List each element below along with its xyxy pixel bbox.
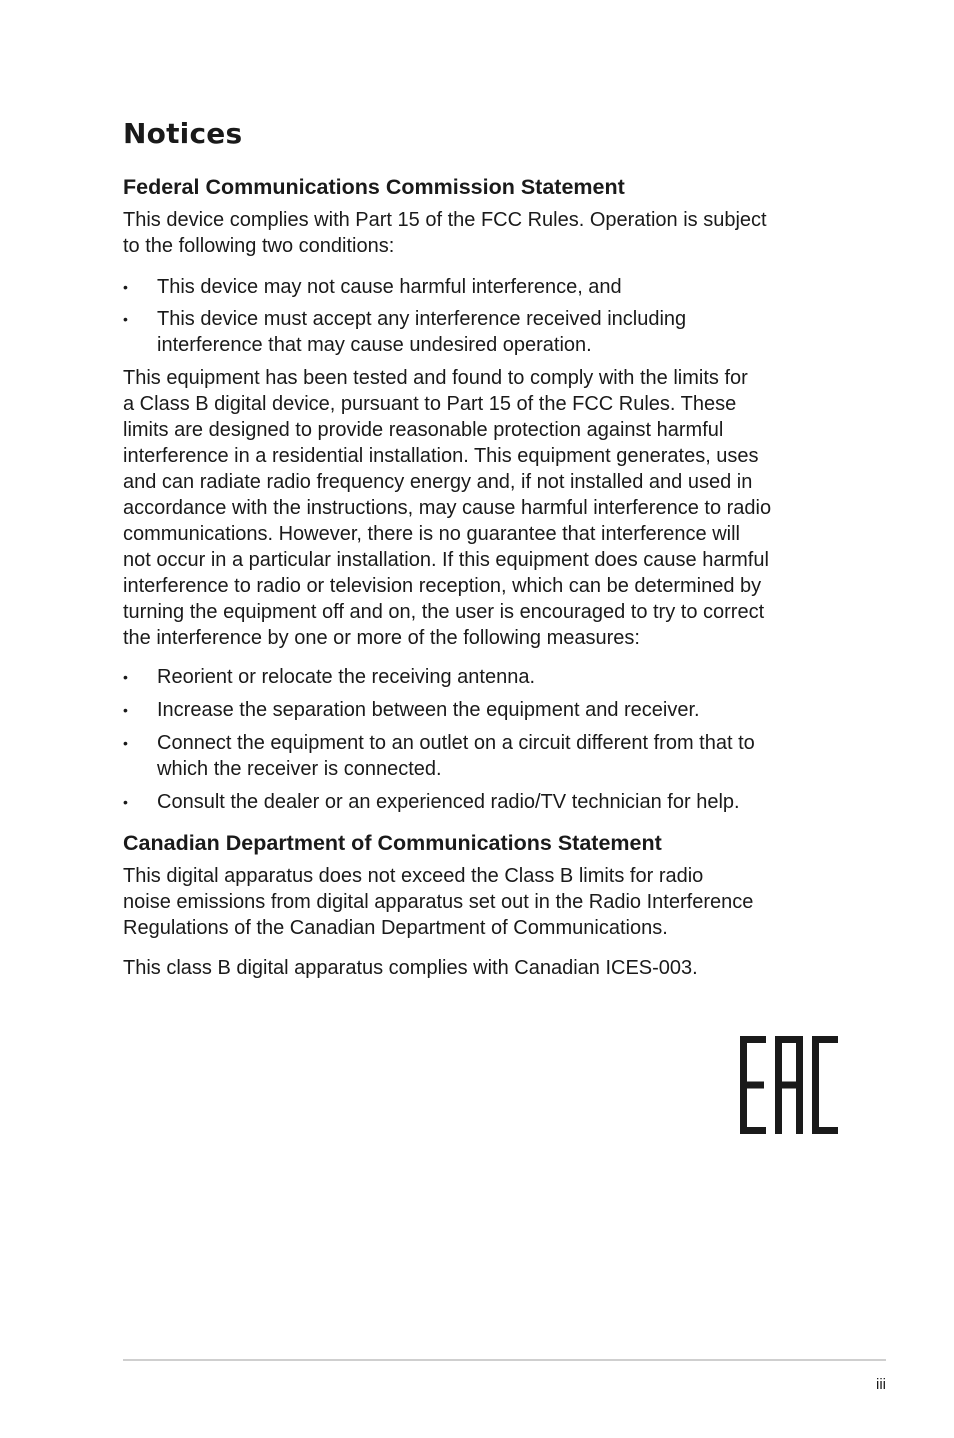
fcc-body-line: This equipment has been tested and found to comply with the limits for — [123, 367, 748, 389]
fcc-measures-item-3 — [123, 730, 833, 782]
footer-divider — [123, 1359, 886, 1361]
list-item-text: Connect the equipment to an outlet on a circuit different from that to — [157, 732, 755, 754]
canada-para2-line: This class B digital apparatus complies with Canadian ICES-003. — [123, 957, 698, 979]
page-title: Notices — [123, 117, 243, 150]
eac-c-bottom — [812, 1127, 838, 1134]
fcc-measures-list — [123, 664, 833, 690]
list-item — [123, 697, 833, 723]
fcc-body-line: a Class B digital device, pursuant to Part 15 of the FCC Rules. These — [123, 393, 737, 415]
fcc-measures-list — [123, 697, 833, 723]
canada-para1-line: noise emissions from digital apparatus set out in the Radio Interference — [123, 891, 754, 913]
eac-e-bottom — [740, 1127, 766, 1134]
list-item-text: Consult the dealer or an experienced radio/TV technician for help. — [157, 791, 740, 813]
list-item-text: Increase the separation between the equipment and receiver. — [157, 699, 700, 721]
fcc-measures-item-4 — [123, 789, 833, 815]
eac-mark-glyphs — [740, 1036, 838, 1134]
fcc-heading: Federal Communications Commission Statement — [123, 175, 625, 199]
fcc-body-block — [123, 365, 833, 651]
page-number: iii — [876, 1376, 886, 1393]
fcc-body-line: not occur in a particular installation. If this equipment does cause harmful — [123, 549, 769, 571]
eac-e-top — [740, 1036, 766, 1043]
list-item — [123, 789, 833, 815]
fcc-measures-list — [123, 789, 833, 815]
canada-heading: Canadian Department of Communications Statement — [123, 831, 662, 855]
fcc-body-line: turning the equipment off and on, the user is encouraged to try to correct — [123, 601, 765, 623]
fcc-body-line: limits are designed to provide reasonable protection against harmful — [123, 419, 724, 441]
canada-para1-line: Regulations of the Canadian Department of Communications. — [123, 917, 668, 939]
fcc-measures-item-1 — [123, 664, 833, 690]
bullet-icon: • — [123, 311, 128, 327]
fcc-intro-line: to the following two conditions: — [123, 235, 395, 257]
list-item-text: which the receiver is connected. — [157, 758, 442, 780]
list-item-text: This device may not cause harmful interference, and — [157, 276, 622, 298]
canada-para1-line: This digital apparatus does not exceed the Class B limits for radio — [123, 865, 704, 887]
fcc-body-line: the interference by one or more of the following measures: — [123, 627, 640, 649]
list-item — [123, 306, 833, 358]
fcc-body-paragraph — [123, 365, 833, 651]
fcc-conditions-list — [123, 306, 833, 358]
eac-e-middle — [740, 1082, 764, 1089]
bullet-icon: • — [123, 702, 128, 718]
eac-certification-icon — [740, 1036, 838, 1134]
fcc-body-line: communications. However, there is no guarantee that interference will — [123, 523, 740, 545]
canada-paragraph-1 — [123, 863, 833, 941]
fcc-intro-block — [123, 207, 833, 259]
fcc-measures-item-2 — [123, 697, 833, 723]
fcc-measures-list — [123, 730, 833, 782]
bullet-icon: • — [123, 279, 128, 295]
fcc-body-line: interference to radio or television reception, which can be determined by — [123, 575, 762, 597]
fcc-section-heading-block — [123, 174, 833, 200]
bullet-icon: • — [123, 735, 128, 751]
fcc-body-line: and can radiate radio frequency energy and, if not installed and used in — [123, 471, 753, 493]
fcc-conditions-block-2 — [123, 306, 833, 358]
eac-c-stem — [812, 1036, 819, 1134]
fcc-intro-paragraph — [123, 207, 833, 259]
eac-a-top — [775, 1036, 803, 1043]
canada-para1-block — [123, 863, 833, 941]
canada-para2-block — [123, 955, 833, 981]
bullet-icon: • — [123, 794, 128, 810]
list-item-text: Reorient or relocate the receiving antenna. — [157, 666, 536, 688]
list-item — [123, 730, 833, 782]
list-item-text: This device must accept any interference received including — [157, 308, 687, 330]
canada-paragraph-2 — [123, 955, 833, 981]
fcc-body-line: accordance with the instructions, may cause harmful interference to radio — [123, 497, 772, 519]
fcc-conditions-list — [123, 274, 833, 300]
list-item — [123, 664, 833, 690]
eac-c-top — [812, 1036, 838, 1043]
fcc-body-line: interference in a residential installation. This equipment generates, uses — [123, 445, 759, 467]
fcc-conditions-block — [123, 274, 833, 300]
list-item — [123, 274, 833, 300]
fcc-intro-line: This device complies with Part 15 of the FCC Rules. Operation is subject — [123, 209, 767, 231]
bullet-icon: • — [123, 669, 128, 685]
eac-a-bar — [775, 1082, 803, 1089]
canada-section-heading-block — [123, 830, 833, 856]
list-item-text: interference that may cause undesired operation. — [157, 334, 592, 356]
